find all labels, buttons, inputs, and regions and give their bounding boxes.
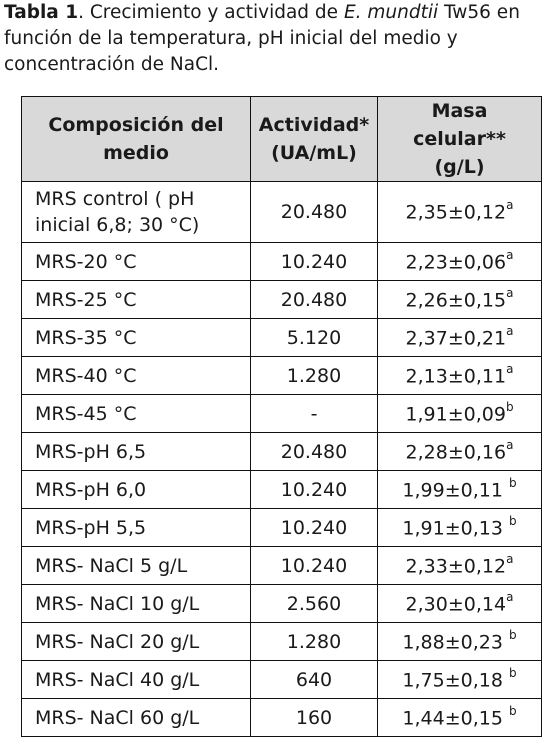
- cell-medio: MRS-45 °C: [22, 395, 251, 433]
- table-row: [22, 182, 542, 243]
- cell-actividad: 10.240: [251, 471, 378, 509]
- caption-species: E. mundtii: [343, 2, 439, 23]
- cell-actividad: 5.120: [251, 319, 378, 357]
- table-caption: [4, 0, 552, 78]
- cell-masa: 2,23±0,06$^a$: [378, 243, 542, 281]
- cell-masa: 1,44±0,15 $^b$: [378, 699, 542, 737]
- cell-actividad: 10.240: [251, 547, 378, 585]
- cell-masa: 1,75±0,18 $^b$: [378, 661, 542, 699]
- table-row: [22, 281, 542, 319]
- cell-actividad: 20.480: [251, 433, 378, 471]
- cell-masa: 1,91±0,13 $^b$: [378, 509, 542, 547]
- cell-actividad: 20.480: [251, 281, 378, 319]
- table-row: [22, 547, 542, 585]
- header-actividad: Actividad* (UA/mL): [251, 97, 378, 182]
- header-composicion: Composición del medio: [22, 97, 251, 182]
- table-row: [22, 623, 542, 661]
- cell-actividad: 640: [251, 661, 378, 699]
- cell-actividad: 20.480: [251, 182, 378, 243]
- caption-label: Tabla 1: [4, 2, 79, 23]
- cell-medio: MRS- NaCl 5 g/L: [22, 547, 251, 585]
- table-row: [22, 433, 542, 471]
- table-row: [22, 509, 542, 547]
- cell-medio: MRS- NaCl 40 g/L: [22, 661, 251, 699]
- cell-medio: MRS- NaCl 60 g/L: [22, 699, 251, 737]
- cell-medio: MRS-pH 6,0: [22, 471, 251, 509]
- cell-medio: MRS-40 °C: [22, 357, 251, 395]
- cell-masa: 1,91±0,09$^b$: [378, 395, 542, 433]
- cell-medio: MRS-35 °C: [22, 319, 251, 357]
- table-row: [22, 699, 542, 737]
- cell-actividad: 1.280: [251, 623, 378, 661]
- cell-masa: 2,30±0,14$^a$: [378, 585, 542, 623]
- table-row: [22, 357, 542, 395]
- cell-actividad: 160: [251, 699, 378, 737]
- caption-text-pre: . Crecimiento y actividad de: [78, 2, 344, 23]
- cell-masa: 2,26±0,15$^a$: [378, 281, 542, 319]
- table-row: [22, 395, 542, 433]
- caption-text-post: Tw56 en función de la temperatura, pH inicial del medio y concentración de NaCl.: [4, 2, 520, 75]
- header-masa-celular: Masa celular** (g/L): [378, 97, 542, 182]
- cell-actividad: 1.280: [251, 357, 378, 395]
- cell-actividad: -: [251, 395, 378, 433]
- header-row: [22, 97, 542, 182]
- cell-masa: 2,35±0,12$^a$: [378, 182, 542, 243]
- cell-medio: MRS control ( pH inicial 6,8; 30 °C): [22, 182, 251, 243]
- table-row: [22, 585, 542, 623]
- cell-masa: 2,33±0,12$^a$: [378, 547, 542, 585]
- cell-medio: MRS-20 °C: [22, 243, 251, 281]
- table-row: [22, 661, 542, 699]
- cell-medio: MRS- NaCl 20 g/L: [22, 623, 251, 661]
- cell-masa: 1,88±0,23 $^b$: [378, 623, 542, 661]
- cell-masa: 1,99±0,11 $^b$: [378, 471, 542, 509]
- cell-masa: 2,37±0,21$^a$: [378, 319, 542, 357]
- cell-medio: MRS-pH 5,5: [22, 509, 251, 547]
- cell-medio: MRS-25 °C: [22, 281, 251, 319]
- cell-actividad: 10.240: [251, 509, 378, 547]
- cell-masa: 2,13±0,11$^a$: [378, 357, 542, 395]
- cell-masa: 2,28±0,16$^a$: [378, 433, 542, 471]
- cell-actividad: 10.240: [251, 243, 378, 281]
- table-row: [22, 471, 542, 509]
- results-table: [21, 96, 542, 737]
- cell-medio: MRS- NaCl 10 g/L: [22, 585, 251, 623]
- cell-actividad: 2.560: [251, 585, 378, 623]
- cell-medio: MRS-pH 6,5: [22, 433, 251, 471]
- table-row: [22, 319, 542, 357]
- table-row: [22, 243, 542, 281]
